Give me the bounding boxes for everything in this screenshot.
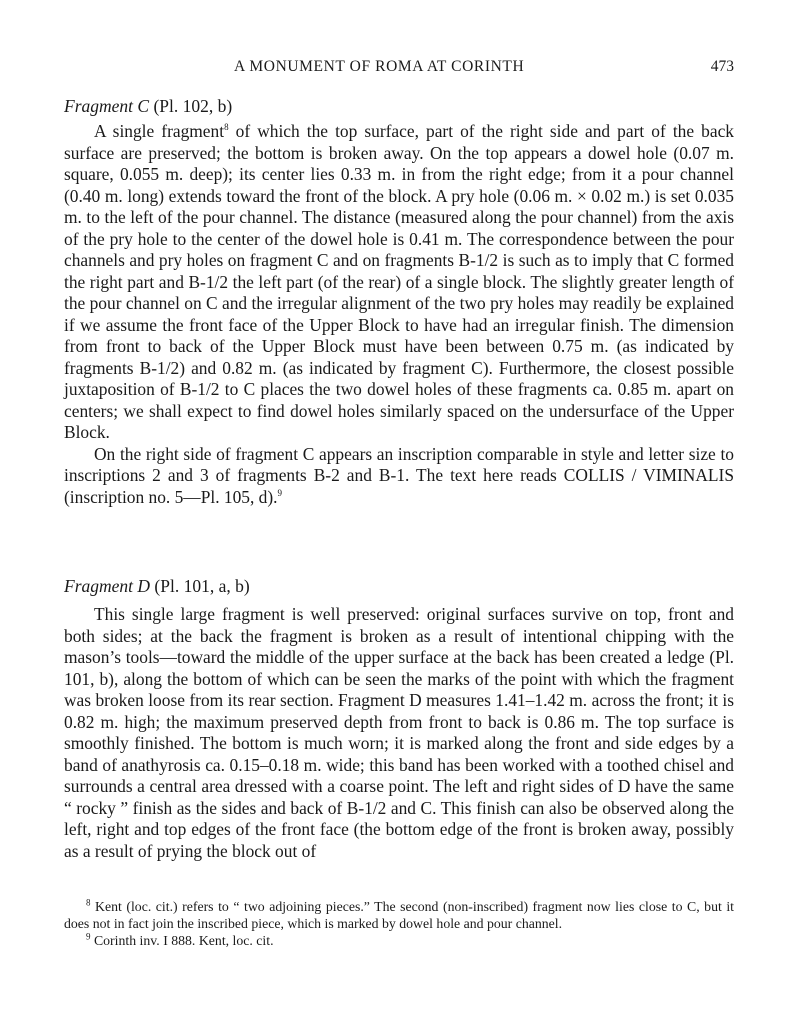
paragraph: On the right side of fragment C appears an inscription comparable in style and letter size to inscriptions 2 and 3 of fragments B-2 and B-1. The text here reads COLLIS / VIMINALIS (inscription no. 5—Pl. 105, d).$^9$ (64, 443, 734, 507)
section-body-fragment-d (64, 604, 734, 862)
footnote-9: $^9$ Corinth inv. I 888. Kent, loc. cit. (86, 931, 274, 948)
footnote-mark: 8 (86, 897, 91, 908)
heading-plate-ref: (Pl. 101, a, b) (150, 576, 250, 596)
footnote-8: $^8$ Kent (loc. cit.) refers to “ two adjoining pieces.” The second (non-inscribed) fragment now lies close to C, but it does not in fact join the inscribed piece, which is marked by dowel hole and pour channel. (64, 897, 734, 931)
section-heading-fragment-d (64, 576, 250, 597)
section-body-fragment-c (64, 121, 734, 508)
footnote-mark: 9 (86, 931, 91, 942)
section-heading-fragment-c (64, 96, 232, 117)
page-number: 473 (710, 58, 734, 75)
running-head (64, 58, 734, 78)
footnotes (64, 898, 734, 949)
heading-plate-ref: (Pl. 102, b) (149, 96, 233, 116)
heading-italic: Fragment D (64, 576, 151, 596)
footnote-ref-8: 8 (224, 122, 229, 133)
paragraph: A single fragment$^8$ of which the top surface, part of the right side and part of the back surface are preserved; the bottom is broken away. On the top appears a dowel hole (0.07 m. square, 0.055 m. deep); its center lies 0.33 m. in from the right edge; from it a pour channel (0.40 m. long) extends toward the front of the block. A pry hole (0.06 m. × 0.02 m.) is set 0.035 m. to the left of the pour channel. The distance (measured along the pour channel) from the axis of the pry hole to the center of the dowel hole is 0.41 m. The correspondence between the pour channels and pry holes on fragment C and on fragments B-1/2 is such as to imply that C formed the right part and B-1/2 the left part (of the rear) of a single block. The slightly greater length of the pour channel on C and the irregular alignment of the two pry holes may readily be explained if we assume the front face of the Upper Block to have had an irregular finish. The dimension from front to back of the Upper Block must have been between 0.75 m. (as indicated by fragments B-1/2) and 0.82 m. (as indicated by fragment C). Furthermore, the closest possible juxtaposition of B-1/2 to C places the two dowel holes of these fragments ca. 0.85 m. apart on centers; we shall expect to find dowel holes similarly spaced on the undersurface of the Upper Block. (64, 121, 734, 442)
footnote-ref-9: 9 (277, 487, 283, 498)
paragraph: This single large fragment is well preserved: original surfaces survive on top, front and both sides; at the back the fragment is broken as a result of intentional chipping with the mason’s tools—toward the middle of the upper surface at the back has been created a ledge (Pl. 101, b), along the bottom of which can be seen the marks of the point with which the fragment was broken loose from its rear section. Fragment D measures 1.41–1.42 m. across the front; it is 0.82 m. high; the maximum preserved depth from front to back is 0.86 m. The top surface is smoothly finished. The bottom is much worn; it is marked along the front and side edges by a band of anathyrosis ca. 0.15–0.18 m. wide; this band has been worked with a toothed chisel and surrounds a central area dressed with a coarse point. The left and right sides of D have the same “ rocky ” finish as the sides and back of B-1/2 and C. This finish can also be observed along the left, right and top edges of the front face (the bottom edge of the front is broken away, possibly as a result of prying the block out of (64, 604, 734, 861)
running-title: A MONUMENT OF ROMA AT CORINTH (234, 58, 525, 75)
heading-italic: Fragment C (64, 96, 150, 116)
